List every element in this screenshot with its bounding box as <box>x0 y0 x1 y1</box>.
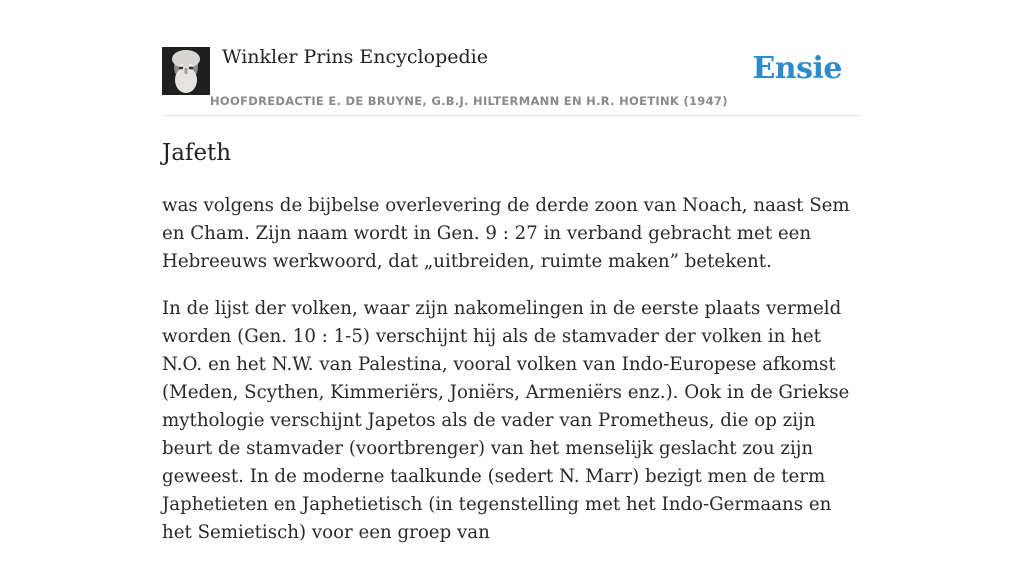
article-title: Jafeth <box>162 140 232 166</box>
author-avatar[interactable] <box>162 47 210 95</box>
source-header <box>162 0 862 116</box>
article-body <box>162 192 862 566</box>
paragraph: was volgens de bijbelse overlevering de derde zoon van Noach, naast Sem en Cham. Zijn naam wordt in Gen. 9 : 27 in verband gebracht met een Hebreeuws werkwoord, dat „uitbreiden, ruimte maken” betekent. <box>162 195 850 272</box>
source-editors: HOOFDREDACTIE E. DE BRUYNE, G.B.J. HILTERMANN EN H.R. HOETINK (1947) <box>210 94 728 108</box>
content-container <box>162 0 862 543</box>
ensie-logo[interactable]: Ensie <box>752 51 842 86</box>
paragraph: In de lijst der volken, waar zijn nakomelingen in de eerste plaats vermeld worden (Gen. 10 : 1-5) verschijnt hij als de stamvader der volken in het N.O. en het N.W. van Palestina, vooral volken van Indo-Europese afkomst (Meden, Scythen, Kimmeriërs, Joniërs, Armeniërs enz.). Ook in de Griekse mythologie verschijnt Japetos als de vader van Prometheus, die op zijn beurt de stamvader (voortbrenger) van het menselijk geslacht zou zijn geweest. In de moderne taalkunde (sedert N. Marr) bezigt men de term Japhetieten en Japhetietisch (in tegenstelling met het Indo-Germaans en het Semietisch) voor een groep van <box>162 298 850 543</box>
source-title[interactable]: Winkler Prins Encyclopedie <box>222 46 488 68</box>
portrait-icon <box>162 47 210 95</box>
